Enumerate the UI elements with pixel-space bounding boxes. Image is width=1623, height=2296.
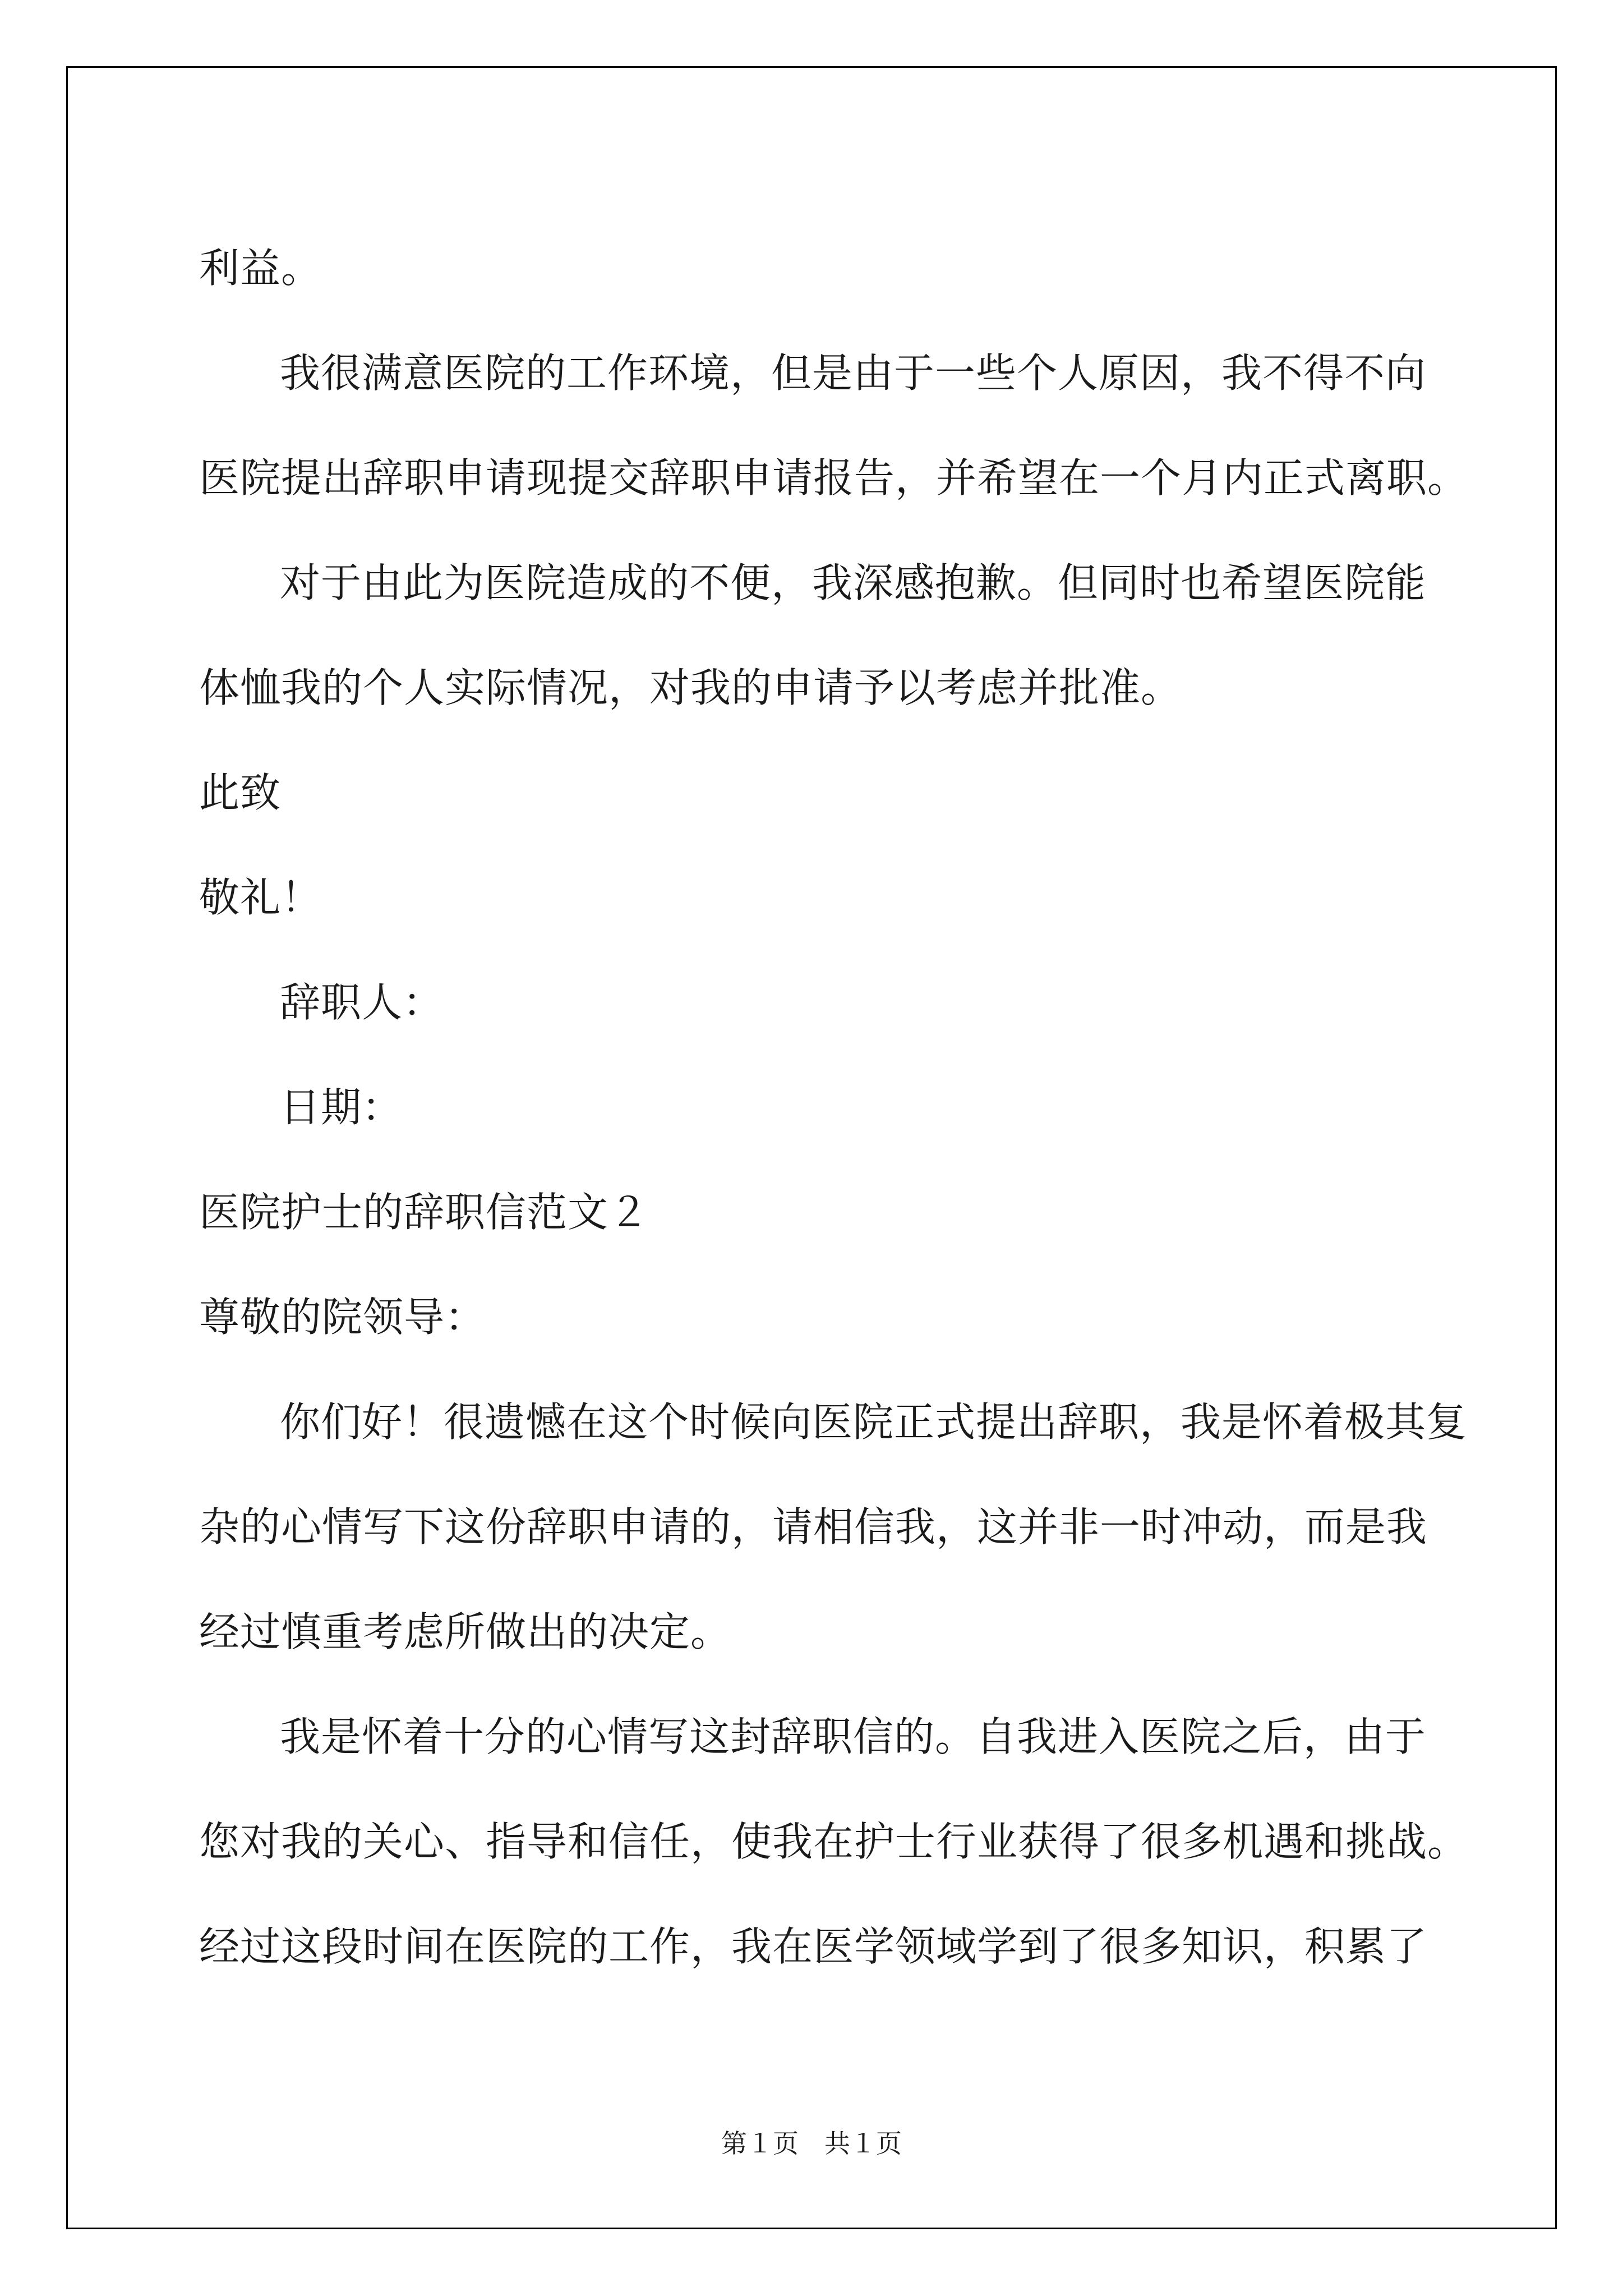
section-heading: 医院护士的辞职信范文２ <box>199 1189 650 1236</box>
text-line: 体恤我的个人实际情况，对我的申请予以考虑并批准。 <box>199 664 1182 711</box>
document-body <box>199 216 1469 1999</box>
text-line: 敬礼！ <box>199 874 322 921</box>
signature-label: 辞职人： <box>280 979 444 1026</box>
salutation: 尊敬的院领导： <box>199 1294 486 1341</box>
text-line: 杂的心情写下这份辞职申请的，请相信我，这并非一时冲动，而是我 <box>199 1503 1428 1550</box>
text-line: 你们好！很遗憾在这个时候向医院正式提出辞职，我是怀着极其复 <box>280 1398 1468 1446</box>
text-line: 我是怀着十分的心情写这封辞职信的。自我进入医院之后，由于 <box>280 1713 1427 1760</box>
text-line: 医院提出辞职申请现提交辞职申请报告，并希望在一个月内正式离职。 <box>199 454 1469 501</box>
page-footer: 第１页 共１页 <box>721 2128 902 2159</box>
text-line: 经过这段时间在医院的工作，我在医学领域学到了很多知识，积累了 <box>199 1923 1428 1970</box>
text-line: 此致 <box>199 769 282 816</box>
date-label: 日期： <box>280 1084 403 1131</box>
text-line: 利益。 <box>199 245 322 292</box>
text-line: 对于由此为医院造成的不便，我深感抱歉。但同时也希望医院能 <box>280 559 1427 606</box>
text-line: 您对我的关心、指导和信任，使我在护士行业获得了很多机遇和挑战。 <box>199 1818 1469 1865</box>
text-line: 我很满意医院的工作环境，但是由于一些个人原因，我不得不向 <box>280 349 1427 397</box>
text-line: 经过慎重考虑所做出的决定。 <box>199 1608 732 1655</box>
